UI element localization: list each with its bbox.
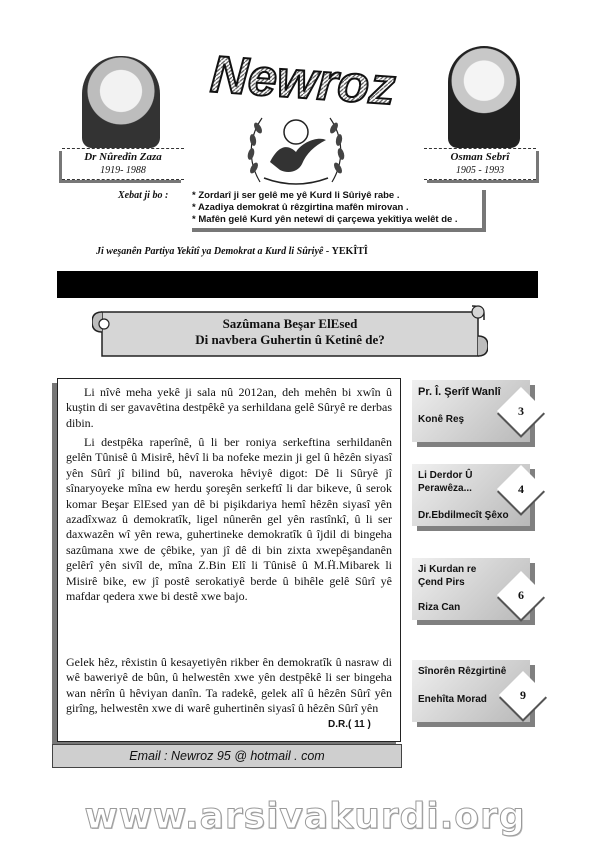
contents-author: Dr.Ebdilmecît Şêxo: [418, 510, 509, 521]
contents-title: Sînorên Rêzgirtinê: [418, 666, 507, 677]
xebat-label: Xebat ji bo :: [118, 190, 169, 201]
contents-title: Pr. Î. Şerîf Wanlî: [418, 386, 501, 398]
contents-item-page-6[interactable]: [412, 558, 530, 620]
tagline-org: YEKÎTÎ: [331, 246, 368, 257]
caption-right-name: Osman Sebrî: [450, 151, 510, 163]
contents-title: Ji Kurdan re: [418, 564, 477, 575]
caption-left-name: Dr Nûredîn Zaza: [84, 151, 162, 163]
xebat-item: * Zordarî ji ser gelê me yê Kurd li Sûriyê rabe .: [192, 190, 400, 201]
caption-right: [424, 148, 536, 180]
masthead-title: Newroz: [208, 50, 398, 110]
tagline-text: Ji weşanên Partiya Yekîtî ya Demokrat a Kurd li Sûriyê -: [96, 246, 330, 257]
contents-author: Konê Reş: [418, 414, 465, 425]
masthead-logo: [188, 50, 418, 110]
page-number: 9: [520, 688, 526, 702]
article-paragraph: Li nîvê meha yekê ji sala nû 2012an, deh mehên bi xwîn û kuştin di ser gavavêtina destpêkê ya serhildana gelê Sûryê re derbas dibin.: [66, 385, 392, 430]
xebat-list: [192, 190, 486, 232]
caption-left: [62, 148, 184, 180]
portrait-osman-sebri: [448, 46, 520, 148]
page-number: 3: [518, 404, 524, 418]
contact-email[interactable]: Email : Newroz 95 @ hotmail . com: [52, 744, 402, 768]
xebat-item: * Mafên gelê Kurd yên netewî di çarçewa yekîtiya welêt de .: [192, 214, 458, 225]
contents-item-page-3[interactable]: [412, 380, 530, 442]
headline-line-2: Di navbera Guhertin û Ketinê de?: [195, 332, 385, 347]
contents-item-page-4[interactable]: [412, 464, 530, 526]
archive-watermark: www.arsivakurdi.org: [84, 796, 526, 837]
contents-item-page-9[interactable]: [412, 660, 530, 722]
contents-author: Enehîta Morad: [418, 694, 487, 705]
black-divider-bar: [57, 271, 538, 298]
article-paragraph: Li destpêka raperînê, û li ber roniya serkeftina serhildanên gelên Tûnisê û Misirê, hêvî li ba nofeke mezin ji gel û hêzên siyasî yên Sûrî jî bilind bû, naveroka hêviyê digot: Dê li Sûryê jî sînaryoyeke mîna ew herdu şoreşên serkeftî li dar bikeve, û serok komar Beşar ElEsed yan dê bi pişikdariya hemî hêzên siyasî yên azadîxwaz û demokratîk, ligel nûnerên gel yên rastînkî, û li ser daxwazên wî yên rewa, guhertineke demokratîk û îjdil di bingeha sazûmana xwe de çêbike, yan jî dê di bin zixta xwepêşandanên gelêrî yên sivîl de, mîna Z.Bin Elî li Tûnisê û M.Ḧ.Mibarek li Misirê bike, ew jî postê serokatiyê berde û bihêle gelê Sûrî yê mafdar qedera xwe bi destê xwe bajo.: [66, 435, 392, 604]
contents-author: Riza Can: [418, 602, 461, 613]
caption-left-years: 1919- 1988: [100, 165, 146, 176]
portrait-nuredin-zaza: [82, 56, 160, 148]
xebat-item: * Azadiya demokrat û rêzgirtina mafên mirovan .: [192, 202, 409, 213]
page-number: 6: [518, 588, 524, 602]
publisher-tagline: [96, 246, 368, 257]
lead-article: [57, 378, 401, 742]
contents-title-cont: Çend Pirs: [418, 577, 465, 588]
contents-title: Li Derdor Û: [418, 470, 473, 481]
article-paragraph: Gelek hêz, rêxistin û kesayetiyên rikber ên demokratîk û nasraw di wê baweriyê de bûn, û helwestên xwe yên destpêkê li ser bingeha wan nêrîn û hêviyan danîn. Ta radekê, gelek alî û hêzên Sûrî yên girîng, helwestên xwe di warê guhertinên siyasî û hêzên Sûrî yên: [66, 655, 392, 716]
article-continuation: D.R.( 11 ): [328, 719, 371, 730]
party-emblem-icon: [240, 102, 352, 194]
page-number: 4: [518, 482, 524, 496]
caption-right-years: 1905 - 1993: [455, 165, 505, 176]
contents-title-cont: Perawêza...: [418, 483, 472, 494]
headline-line-1: Sazûmana Beşar ElEsed: [222, 316, 358, 331]
headline: [110, 316, 470, 348]
